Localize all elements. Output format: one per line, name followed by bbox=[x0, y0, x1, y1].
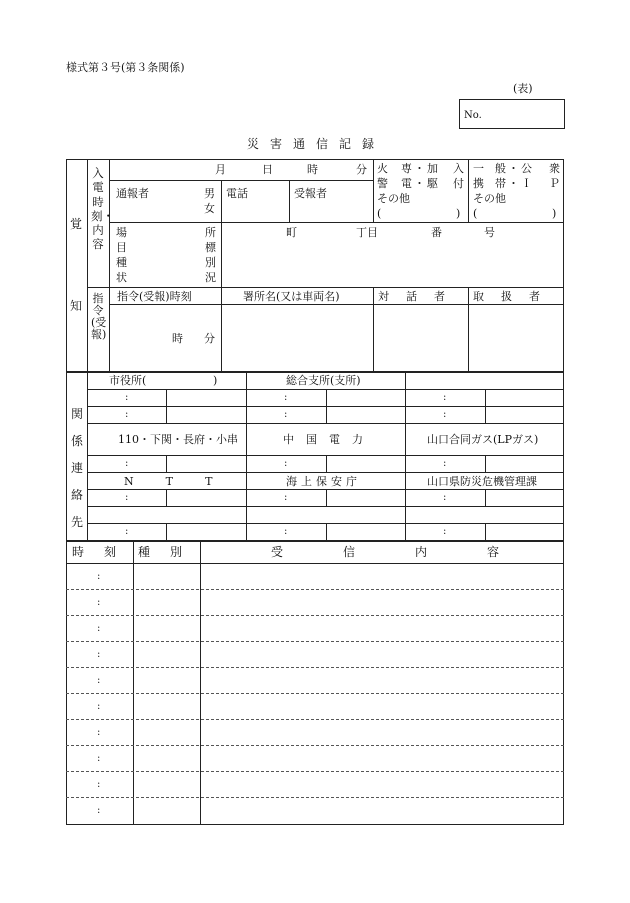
address-go: 号 bbox=[484, 226, 495, 239]
box1-other[interactable]: その他 bbox=[377, 192, 410, 205]
col-time-header: 時刻 bbox=[72, 545, 137, 559]
kiki-kanri-label: 山口県防災危機管理課 bbox=[427, 475, 537, 488]
colon: : bbox=[125, 458, 129, 469]
row-time-colon: : bbox=[97, 701, 101, 712]
address-cho: 町 bbox=[286, 226, 297, 239]
male-option[interactable]: 男 bbox=[204, 187, 215, 200]
colon: : bbox=[125, 526, 129, 537]
shiyakusho-close: ) bbox=[213, 374, 218, 387]
form-number-label: 様式第３号(第３条関係) bbox=[66, 61, 185, 74]
sogo-shisho-label: 総合支所(支所) bbox=[286, 374, 361, 387]
order-minute-label: 分 bbox=[204, 332, 215, 345]
hour-label: 時 bbox=[307, 163, 318, 176]
box2-kou[interactable]: 般・公 bbox=[495, 162, 534, 175]
row-time-colon: : bbox=[97, 675, 101, 686]
handler-header: 取扱者 bbox=[473, 290, 557, 303]
colon: : bbox=[125, 492, 129, 503]
kaijo-hoan-label: 海上保安庁 bbox=[286, 475, 361, 488]
station-header: 署所名(又は車両名) bbox=[243, 290, 340, 303]
box1-fu[interactable]: 付 bbox=[453, 177, 464, 190]
reporter-label: 通報者 bbox=[116, 187, 149, 200]
row-time-colon: : bbox=[97, 753, 101, 764]
entry-time-label: 入電時刻・内容 bbox=[91, 166, 114, 252]
col-type-header: 種別 bbox=[138, 545, 203, 559]
box1-den-ku[interactable]: 電・駆 bbox=[401, 177, 440, 190]
box1-paren-open: ( bbox=[377, 207, 382, 220]
box2-kei[interactable]: 携 bbox=[473, 177, 484, 190]
minute-label: 分 bbox=[356, 163, 367, 176]
counterpart-header: 対話者 bbox=[378, 290, 462, 303]
order-hour-label: 時 bbox=[172, 332, 183, 345]
colon: : bbox=[443, 526, 447, 537]
situation-label-a: 状 bbox=[116, 271, 127, 284]
box1-kei[interactable]: 警 bbox=[377, 177, 388, 190]
col-content-header: 受信内容 bbox=[271, 545, 560, 559]
colon: : bbox=[125, 409, 129, 420]
row-110-label: 110・下関・長府・小串 bbox=[118, 433, 238, 446]
colon: : bbox=[284, 392, 288, 403]
receiver-label: 受報者 bbox=[294, 187, 327, 200]
row-time-colon: : bbox=[97, 805, 101, 816]
jushin-section bbox=[66, 541, 564, 825]
day-label: 日 bbox=[262, 163, 273, 176]
colon: : bbox=[284, 458, 288, 469]
box2-shu[interactable]: 衆 bbox=[549, 162, 560, 175]
landmark-label-b: 標 bbox=[205, 241, 216, 254]
type-label-b: 別 bbox=[205, 256, 216, 269]
landmark-label-a: 目 bbox=[116, 241, 127, 254]
colon: : bbox=[443, 458, 447, 469]
number-label: No. bbox=[464, 110, 482, 121]
place-label-a: 場 bbox=[116, 226, 127, 239]
shiyakusho-label: 市役所( bbox=[109, 374, 147, 387]
page-title: 災害通信記録 bbox=[247, 137, 386, 151]
row-time-colon: : bbox=[97, 597, 101, 608]
phone-label: 電話 bbox=[226, 187, 248, 200]
side-label: (表) bbox=[513, 82, 533, 95]
row-time-colon: : bbox=[97, 649, 101, 660]
kankei-label: 関係連絡先 bbox=[70, 407, 83, 529]
box2-other[interactable]: その他 bbox=[473, 192, 506, 205]
box2-paren-close: ) bbox=[552, 207, 557, 220]
box2-paren-open: ( bbox=[473, 207, 478, 220]
colon: : bbox=[443, 392, 447, 403]
colon: : bbox=[284, 409, 288, 420]
female-option[interactable]: 女 bbox=[204, 202, 215, 215]
type-label-a: 種 bbox=[116, 256, 127, 269]
address-ban: 番 bbox=[431, 226, 442, 239]
situation-label-b: 況 bbox=[205, 271, 216, 284]
month-label: 月 bbox=[215, 163, 226, 176]
row-time-colon: : bbox=[97, 623, 101, 634]
ntt-label: NTT bbox=[124, 475, 245, 488]
address-chome: 丁目 bbox=[356, 226, 378, 239]
chugoku-denryoku-label: 中国電力 bbox=[283, 433, 375, 446]
section-label-chi: 知 bbox=[70, 299, 83, 313]
box2-ippan[interactable]: 一 bbox=[473, 162, 484, 175]
box2-tai-i[interactable]: 帯・Ｉ bbox=[495, 177, 534, 190]
kankei-section bbox=[66, 372, 564, 541]
colon: : bbox=[443, 409, 447, 420]
row-time-colon: : bbox=[97, 571, 101, 582]
colon: : bbox=[125, 392, 129, 403]
order-time-header: 指令(受報)時刻 bbox=[117, 290, 192, 303]
gas-label: 山口合同ガス(LPガス) bbox=[427, 433, 539, 446]
box1-paren-close: ) bbox=[456, 207, 461, 220]
box2-p[interactable]: Ｐ bbox=[549, 177, 560, 190]
box1-fire[interactable]: 火 bbox=[377, 162, 388, 175]
row-time-colon: : bbox=[97, 727, 101, 738]
place-label-b: 所 bbox=[205, 226, 216, 239]
order-receive-label: 指令(受報) bbox=[91, 292, 107, 341]
box1-nyu[interactable]: 入 bbox=[453, 162, 464, 175]
box1-sen-ka[interactable]: 専・加 bbox=[401, 162, 440, 175]
section-label-kaku: 覚 bbox=[70, 217, 83, 231]
colon: : bbox=[284, 526, 288, 537]
colon: : bbox=[443, 492, 447, 503]
row-time-colon: : bbox=[97, 779, 101, 790]
colon: : bbox=[284, 492, 288, 503]
